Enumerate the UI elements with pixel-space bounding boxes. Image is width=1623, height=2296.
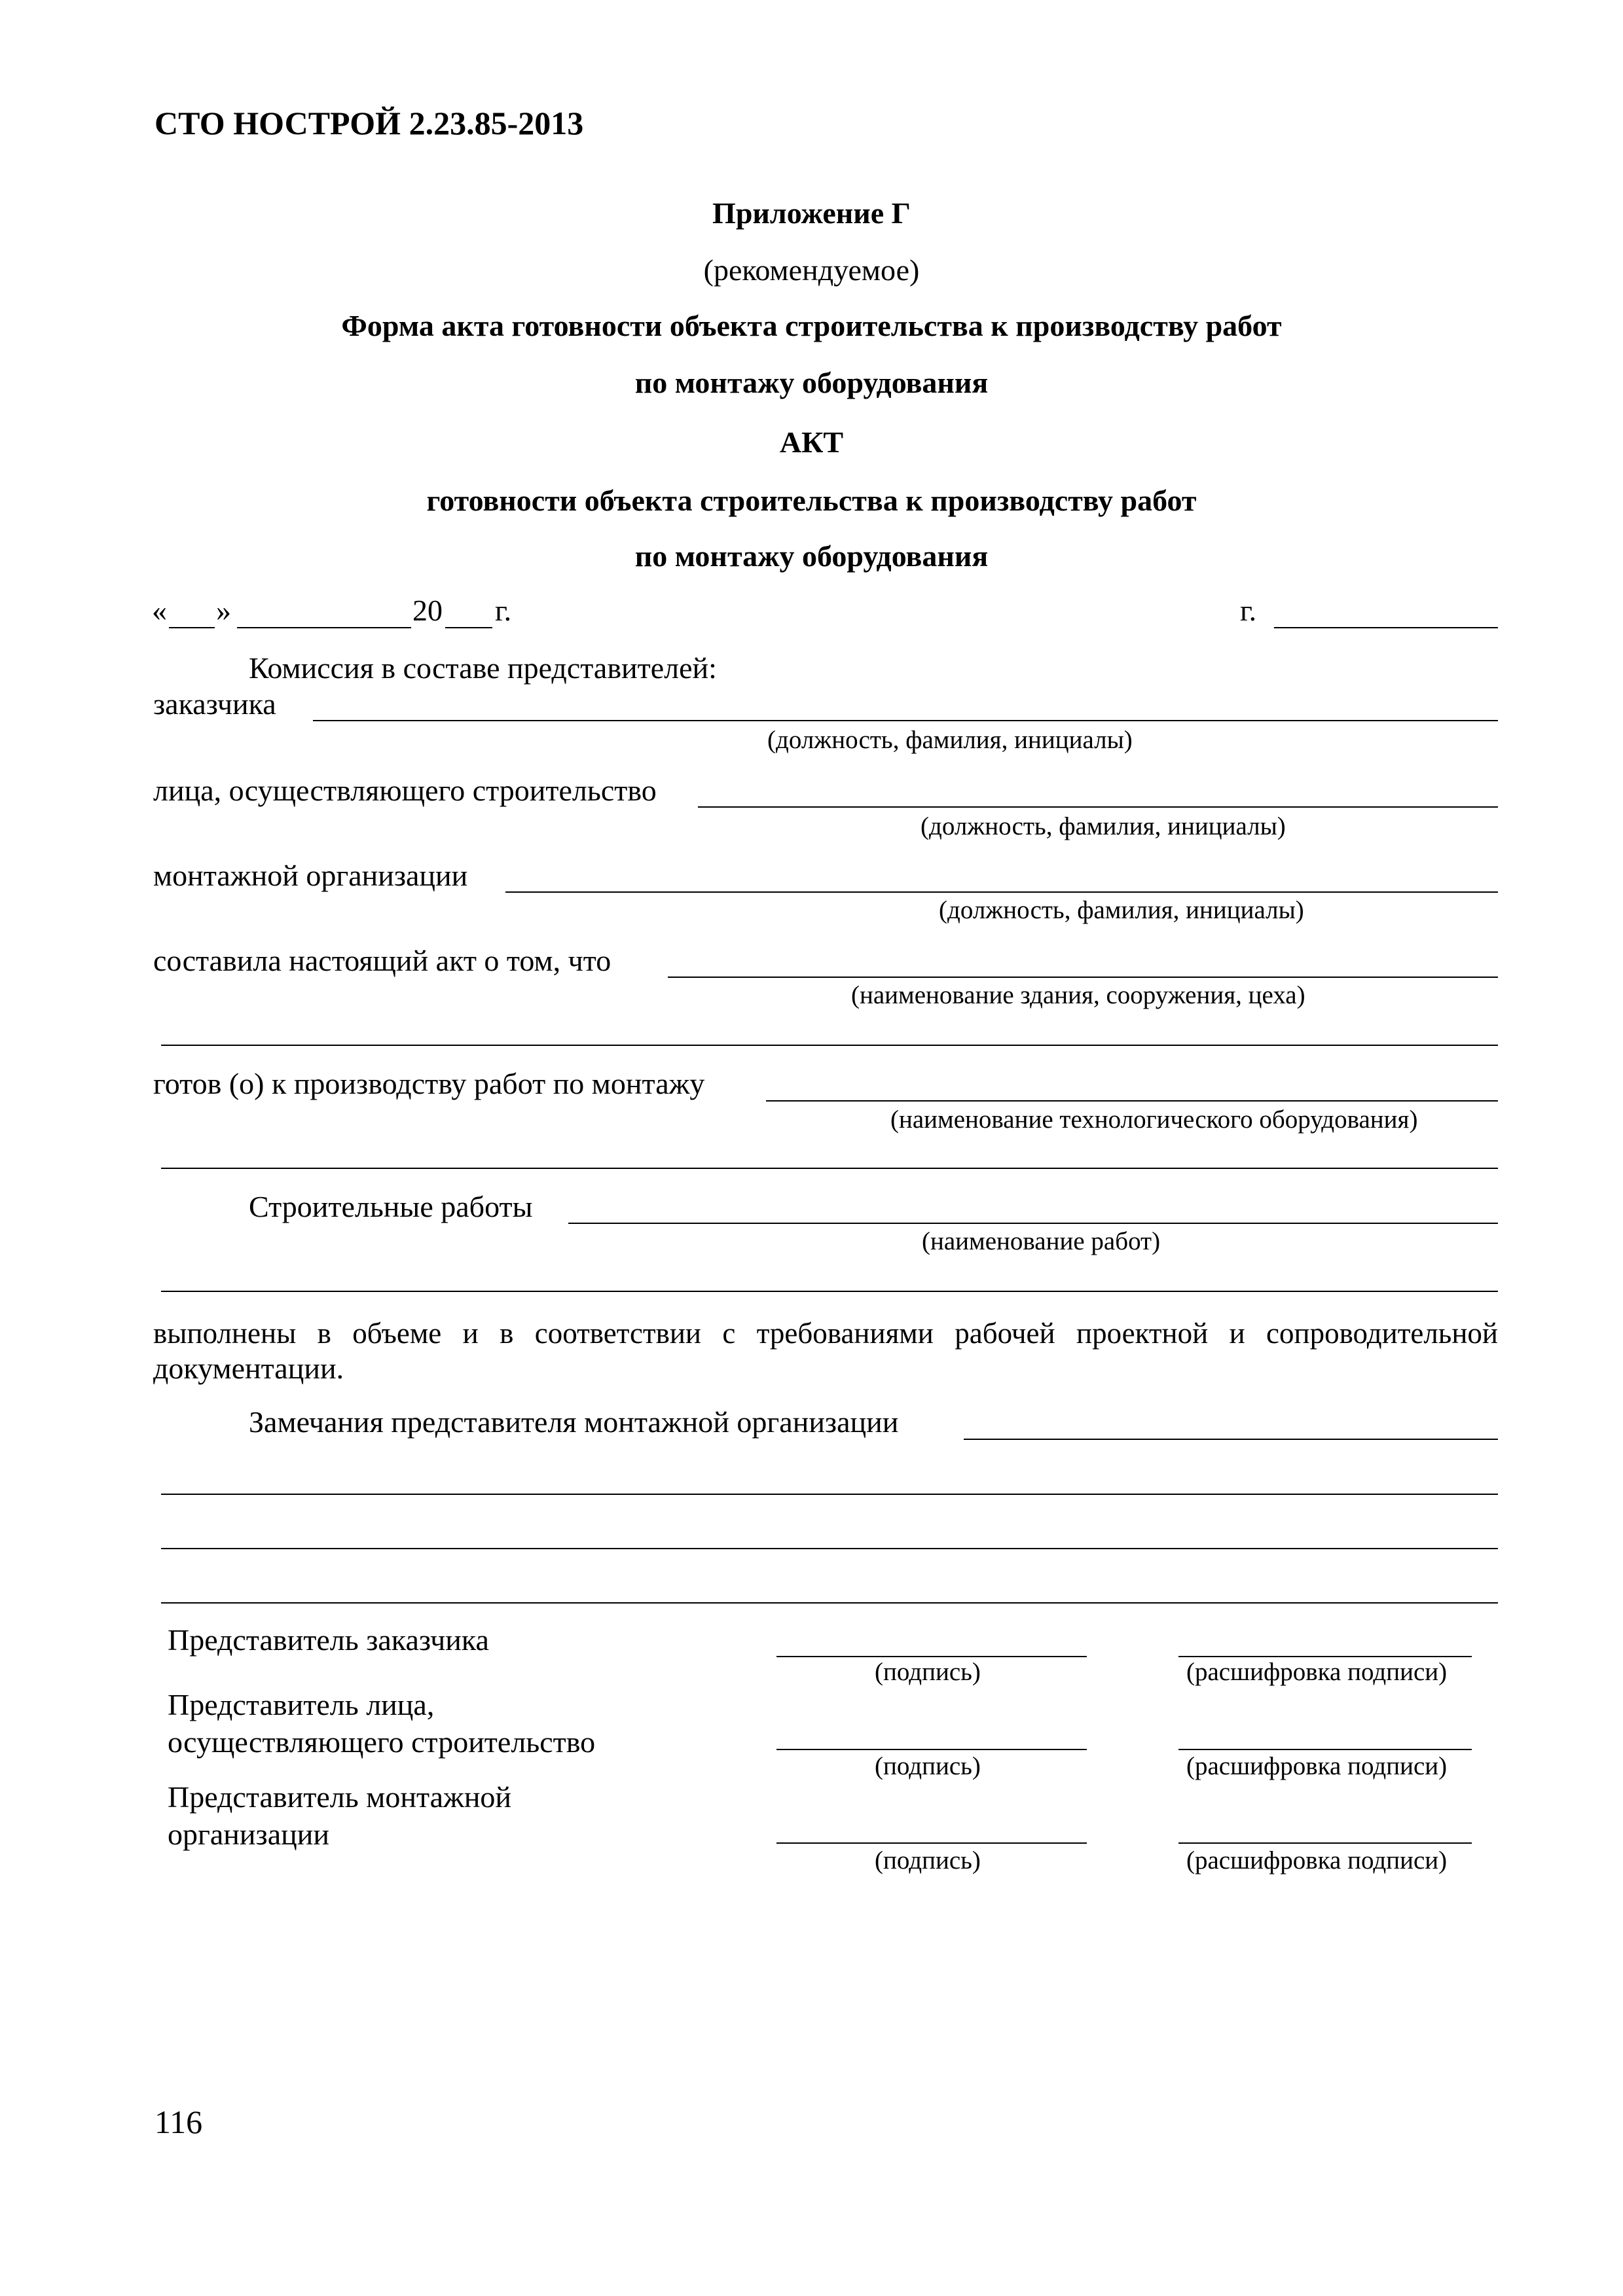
remarks-field[interactable] <box>964 1439 1498 1440</box>
act-subtitle-line-1: готовности объекта строительства к производству работ <box>426 484 1197 517</box>
statement-field[interactable] <box>668 977 1498 978</box>
sign-installer-label-line-2: организации <box>168 1818 329 1851</box>
sign-customer-label: Представитель заказчика <box>168 1623 489 1657</box>
ready-label: готов (о) к производству работ по монтажу <box>153 1067 705 1100</box>
ready-field-continuation[interactable] <box>161 1168 1498 1169</box>
date-year-field[interactable] <box>445 627 492 628</box>
sign-installer-decode-field[interactable] <box>1178 1842 1472 1844</box>
builder-label: лица, осуществляющего строительство <box>153 774 657 807</box>
form-title-line-1: Форма акта готовности объекта строительства к производству работ <box>341 309 1282 342</box>
sign-installer-signature-caption: (подпись) <box>875 1846 981 1874</box>
works-label: Строительные работы <box>249 1190 533 1223</box>
remarks-line-4[interactable] <box>161 1602 1498 1604</box>
act-subtitle-line-2: по монтажу оборудования <box>634 539 989 573</box>
statement-field-continuation[interactable] <box>161 1045 1498 1046</box>
installer-field[interactable] <box>505 891 1498 893</box>
customer-caption: (должность, фамилия, инициалы) <box>767 726 1133 754</box>
date-quote-open: « <box>152 594 167 627</box>
remarks-label: Замечания представителя монтажной организации <box>249 1405 899 1439</box>
page-number: 116 <box>155 2104 203 2140</box>
performed-line-2: документации. <box>153 1352 344 1385</box>
sign-installer-decode-caption: (расшифровка подписи) <box>1186 1846 1448 1874</box>
builder-caption: (должность, фамилия, инициалы) <box>921 812 1286 840</box>
commission-intro: Комиссия в составе представителей: <box>249 651 717 685</box>
sign-installer-signature-field[interactable] <box>776 1842 1087 1844</box>
sign-builder-label-line-2: осуществляющего строительство <box>168 1725 596 1759</box>
sign-builder-decode-caption: (расшифровка подписи) <box>1186 1752 1448 1780</box>
performed-line-1: выполнены в объеме и в соответствии с требованиями рабочей проектной и сопроводительной <box>153 1317 1498 1350</box>
works-field[interactable] <box>568 1223 1498 1224</box>
form-title-line-2: по монтажу оборудования <box>634 366 989 399</box>
date-quote-close: » <box>216 594 231 627</box>
date-month-field[interactable] <box>237 627 411 628</box>
sign-builder-signature-field[interactable] <box>776 1749 1087 1750</box>
standard-code: СТО НОСТРОЙ 2.23.85-2013 <box>155 105 584 141</box>
ready-field[interactable] <box>766 1100 1498 1102</box>
statement-caption: (наименование здания, сооружения, цеха) <box>851 981 1305 1009</box>
act-title: АКТ <box>779 425 844 459</box>
works-field-continuation[interactable] <box>161 1291 1498 1292</box>
sign-customer-decode-caption: (расшифровка подписи) <box>1186 1658 1448 1686</box>
appendix-title: Приложение Г <box>712 196 911 230</box>
sign-builder-label-line-1: Представитель лица, <box>168 1688 435 1721</box>
remarks-line-3[interactable] <box>161 1548 1498 1549</box>
date-day-field[interactable] <box>169 627 215 628</box>
sign-builder-decode-field[interactable] <box>1178 1749 1472 1750</box>
remarks-line-2[interactable] <box>161 1494 1498 1495</box>
sign-installer-label-line-1: Представитель монтажной <box>168 1780 512 1814</box>
customer-field[interactable] <box>313 720 1498 721</box>
date-year-suffix: г. <box>495 594 512 627</box>
works-caption: (наименование работ) <box>922 1227 1161 1255</box>
ready-caption: (наименование технологического оборудования) <box>890 1105 1418 1134</box>
installer-label: монтажной организации <box>153 859 468 892</box>
city-label: г. <box>1240 594 1257 627</box>
statement-label: составила настоящий акт о том, что <box>153 944 611 977</box>
customer-label: заказчика <box>153 687 276 721</box>
builder-field[interactable] <box>698 806 1498 808</box>
installer-caption: (должность, фамилия, инициалы) <box>939 896 1304 924</box>
sign-customer-signature-caption: (подпись) <box>875 1658 981 1686</box>
appendix-status: (рекомендуемое) <box>703 253 920 287</box>
date-year-prefix: 20 <box>412 594 443 627</box>
sign-builder-signature-caption: (подпись) <box>875 1752 981 1780</box>
city-field[interactable] <box>1274 627 1498 628</box>
